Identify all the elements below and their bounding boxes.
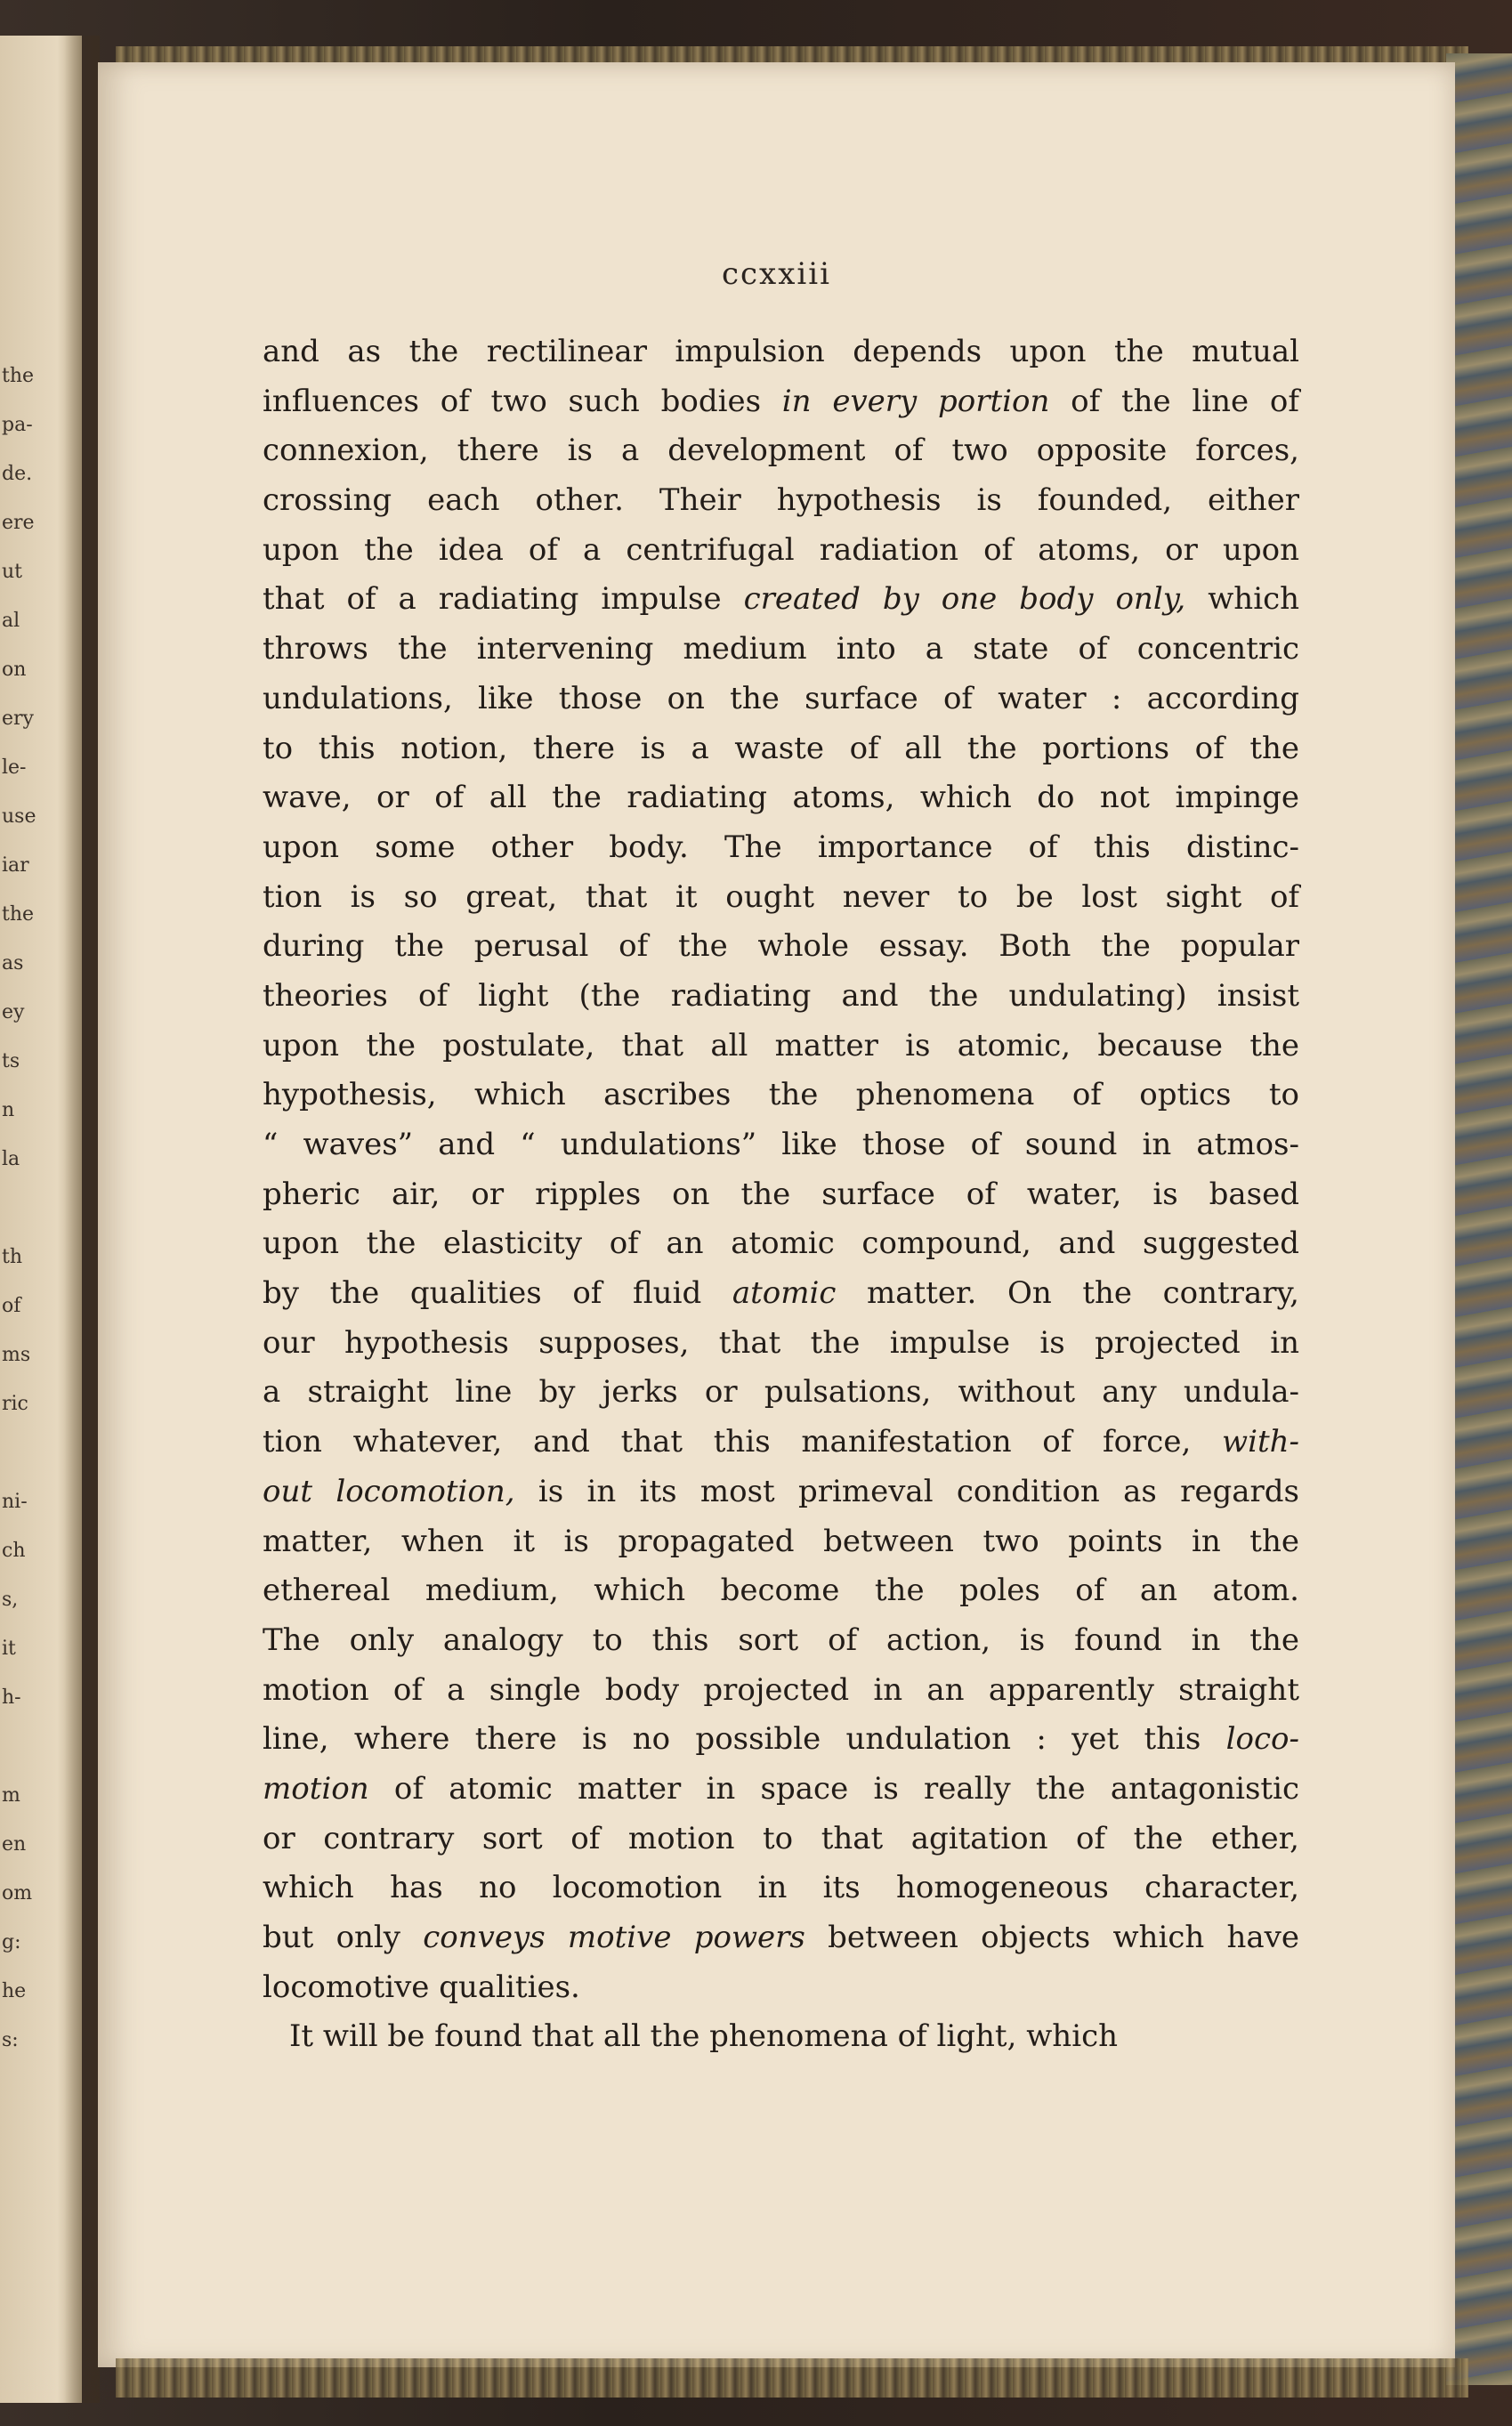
text-run: or contrary sort of motion to that agitation of the ether, <box>263 1820 1299 1856</box>
gutter-shadow <box>64 36 100 2403</box>
text-run: which <box>1185 581 1300 618</box>
text-line <box>263 1170 1299 1220</box>
previous-page-fragment: on <box>2 659 27 681</box>
page-number: ccxxiii <box>721 256 832 292</box>
previous-page-fragment: ric <box>2 1393 28 1415</box>
text-run: matter, when it is propagated between two points in the <box>263 1523 1299 1559</box>
text-line <box>263 1715 1299 1765</box>
text-line <box>263 1815 1299 1864</box>
text-run: during the perusal of the whole essay. Both the popular <box>263 928 1299 965</box>
text-run: upon the elasticity of an atomic compound, and suggested <box>263 1225 1299 1262</box>
previous-page-fragment: ch <box>2 1540 26 1562</box>
text-run: of atomic matter in space is really the antagonistic <box>368 1770 1299 1807</box>
text-line <box>263 328 1299 377</box>
previous-page-fragment <box>2 1184 37 1233</box>
text-line <box>263 1071 1299 1120</box>
previous-page-fragment: he <box>2 1980 27 2002</box>
previous-page-fragment: en <box>2 1833 27 1856</box>
text-run: that of a radiating impulse <box>263 581 744 618</box>
previous-page-fragment: ni- <box>2 1491 28 1513</box>
book-page <box>98 62 1455 2367</box>
italic-text: out locomotion, <box>263 1473 515 1509</box>
text-run: upon some other body. The importance of this distinc- <box>263 829 1299 865</box>
text-line <box>263 1120 1299 1170</box>
previous-page-fragment: n <box>2 1099 15 1121</box>
text-run: crossing each other. Their hypothesis is founded, either <box>263 482 1299 519</box>
previous-page-fragment: de. <box>2 463 33 485</box>
text-line <box>263 1616 1299 1666</box>
previous-page-fragments <box>2 352 37 2065</box>
text-line <box>263 2012 1299 2062</box>
text-run: It will be found that all the phenomena of light, which <box>289 2018 1119 2055</box>
text-run: and as the rectilinear impulsion depends upon the mutual <box>263 334 1299 369</box>
gilt-edge-bottom <box>116 2358 1468 2398</box>
text-line <box>263 1765 1299 1815</box>
previous-page-fragment: ut <box>2 561 23 583</box>
italic-text: loco- <box>1225 1721 1299 1758</box>
text-line <box>263 1963 1299 2013</box>
text-run: by the qualities of fluid <box>263 1275 732 1312</box>
text-line <box>263 476 1299 526</box>
text-run: our hypothesis supposes, that the impulse is projected in <box>263 1324 1299 1361</box>
previous-page-fragment: le- <box>2 756 27 779</box>
text-line <box>263 1269 1299 1319</box>
body-text <box>263 328 1299 2062</box>
text-run: upon the postulate, that all matter is atomic, because the <box>263 1027 1299 1063</box>
italic-text: created by one body only, <box>743 581 1186 618</box>
previous-page-fragment: use <box>2 805 36 828</box>
text-run: theories of light (the radiating and the undulating) insist <box>263 977 1299 1014</box>
text-line <box>263 1219 1299 1269</box>
previous-page-fragment <box>2 1428 37 1477</box>
previous-page-fragment: h- <box>2 1686 21 1709</box>
text-run: is in its most primeval condition as regards <box>514 1473 1299 1509</box>
previous-page-fragment: ms <box>2 1344 31 1366</box>
previous-page-fragment: pa- <box>2 414 33 436</box>
previous-page-fragment: the <box>2 903 35 926</box>
text-run: a straight line by jerks or pulsations, without any undula- <box>263 1374 1299 1411</box>
text-run: upon the idea of a centrifugal radiation of atoms, or upon <box>263 531 1299 568</box>
italic-text: in every portion <box>781 383 1050 419</box>
italic-text: with- <box>1221 1424 1299 1460</box>
previous-page-fragment: s, <box>2 1589 19 1611</box>
text-line <box>263 1517 1299 1567</box>
text-line <box>263 724 1299 774</box>
text-run: throws the intervening medium into a state of concentric <box>263 631 1299 667</box>
text-run: line, where there is no possible undulation : yet this <box>263 1721 1226 1758</box>
text-line <box>263 823 1299 873</box>
marbled-fore-edge <box>1446 53 1512 2385</box>
previous-page-fragment: om <box>2 1882 33 1904</box>
text-run: influences of two such bodies <box>263 383 782 419</box>
previous-page-fragment: g: <box>2 1931 21 1953</box>
text-line <box>263 426 1299 476</box>
text-run: matter. On the contrary, <box>836 1275 1299 1312</box>
text-run: tion is so great, that it ought never to be lost sight of <box>263 878 1299 915</box>
text-run: tion whatever, and that this manifestation of force, <box>263 1424 1222 1460</box>
text-line <box>263 1022 1299 1071</box>
text-run: hypothesis, which ascribes the phenomena of optics to <box>263 1077 1299 1113</box>
previous-page-fragment: the <box>2 365 35 387</box>
text-line <box>263 675 1299 724</box>
text-run: ethereal medium, which become the poles of an atom. <box>263 1573 1299 1609</box>
text-line <box>263 575 1299 625</box>
text-run: which has no locomotion in its homogeneous character, <box>263 1870 1299 1906</box>
previous-page-fragment: s: <box>2 2029 19 2051</box>
italic-text: atomic <box>732 1275 837 1312</box>
text-line <box>263 1319 1299 1369</box>
text-run: motion of a single body projected in an apparently straight <box>263 1671 1299 1708</box>
text-line <box>263 625 1299 675</box>
text-line <box>263 1468 1299 1517</box>
text-line <box>263 1418 1299 1468</box>
previous-page-fragment: it <box>2 1638 16 1660</box>
previous-page-fragment: m <box>2 1784 20 1807</box>
text-line <box>263 1864 1299 1913</box>
italic-text: motion <box>263 1770 369 1807</box>
previous-page-fragment: ey <box>2 1001 25 1023</box>
text-run: but only <box>263 1920 424 1955</box>
text-line <box>263 972 1299 1022</box>
previous-page-fragment: ere <box>2 512 35 534</box>
text-line <box>263 1566 1299 1616</box>
previous-page-fragment: la <box>2 1148 20 1170</box>
text-run: connexion, there is a development of two opposite forces, <box>263 433 1299 469</box>
text-run: between objects which have <box>805 1920 1300 1955</box>
text-line <box>263 526 1299 576</box>
text-line <box>263 377 1299 427</box>
previous-page-fragment: ery <box>2 708 34 730</box>
previous-page-fragment <box>2 1722 37 1771</box>
text-line <box>263 1368 1299 1418</box>
text-run: “ waves” and “ undulations” like those of sound in atmos- <box>263 1127 1299 1162</box>
previous-page-fragment: ts <box>2 1050 20 1072</box>
text-line <box>263 1666 1299 1716</box>
text-run: of the line of <box>1049 383 1299 419</box>
text-run: undulations, like those on the surface of water : according <box>263 680 1299 716</box>
previous-page-fragment: as <box>2 952 24 974</box>
previous-page-fragment: of <box>2 1295 21 1317</box>
text-run: wave, or of all the radiating atoms, which do not impinge <box>263 780 1299 816</box>
text-line <box>263 922 1299 972</box>
text-run: to this notion, there is a waste of all the portions of the <box>263 730 1299 766</box>
text-run: locomotive qualities. <box>263 1969 580 2005</box>
previous-page-fragment: th <box>2 1246 23 1268</box>
text-line <box>263 873 1299 923</box>
text-line <box>263 773 1299 823</box>
italic-text: conveys motive powers <box>423 1920 805 1955</box>
previous-page-fragment: al <box>2 610 20 632</box>
text-run: The only analogy to this sort of action, is found in the <box>263 1621 1299 1658</box>
text-run: pheric air, or ripples on the surface of water, is based <box>263 1176 1299 1212</box>
text-line <box>263 1913 1299 1963</box>
previous-page-fragment: iar <box>2 854 29 877</box>
